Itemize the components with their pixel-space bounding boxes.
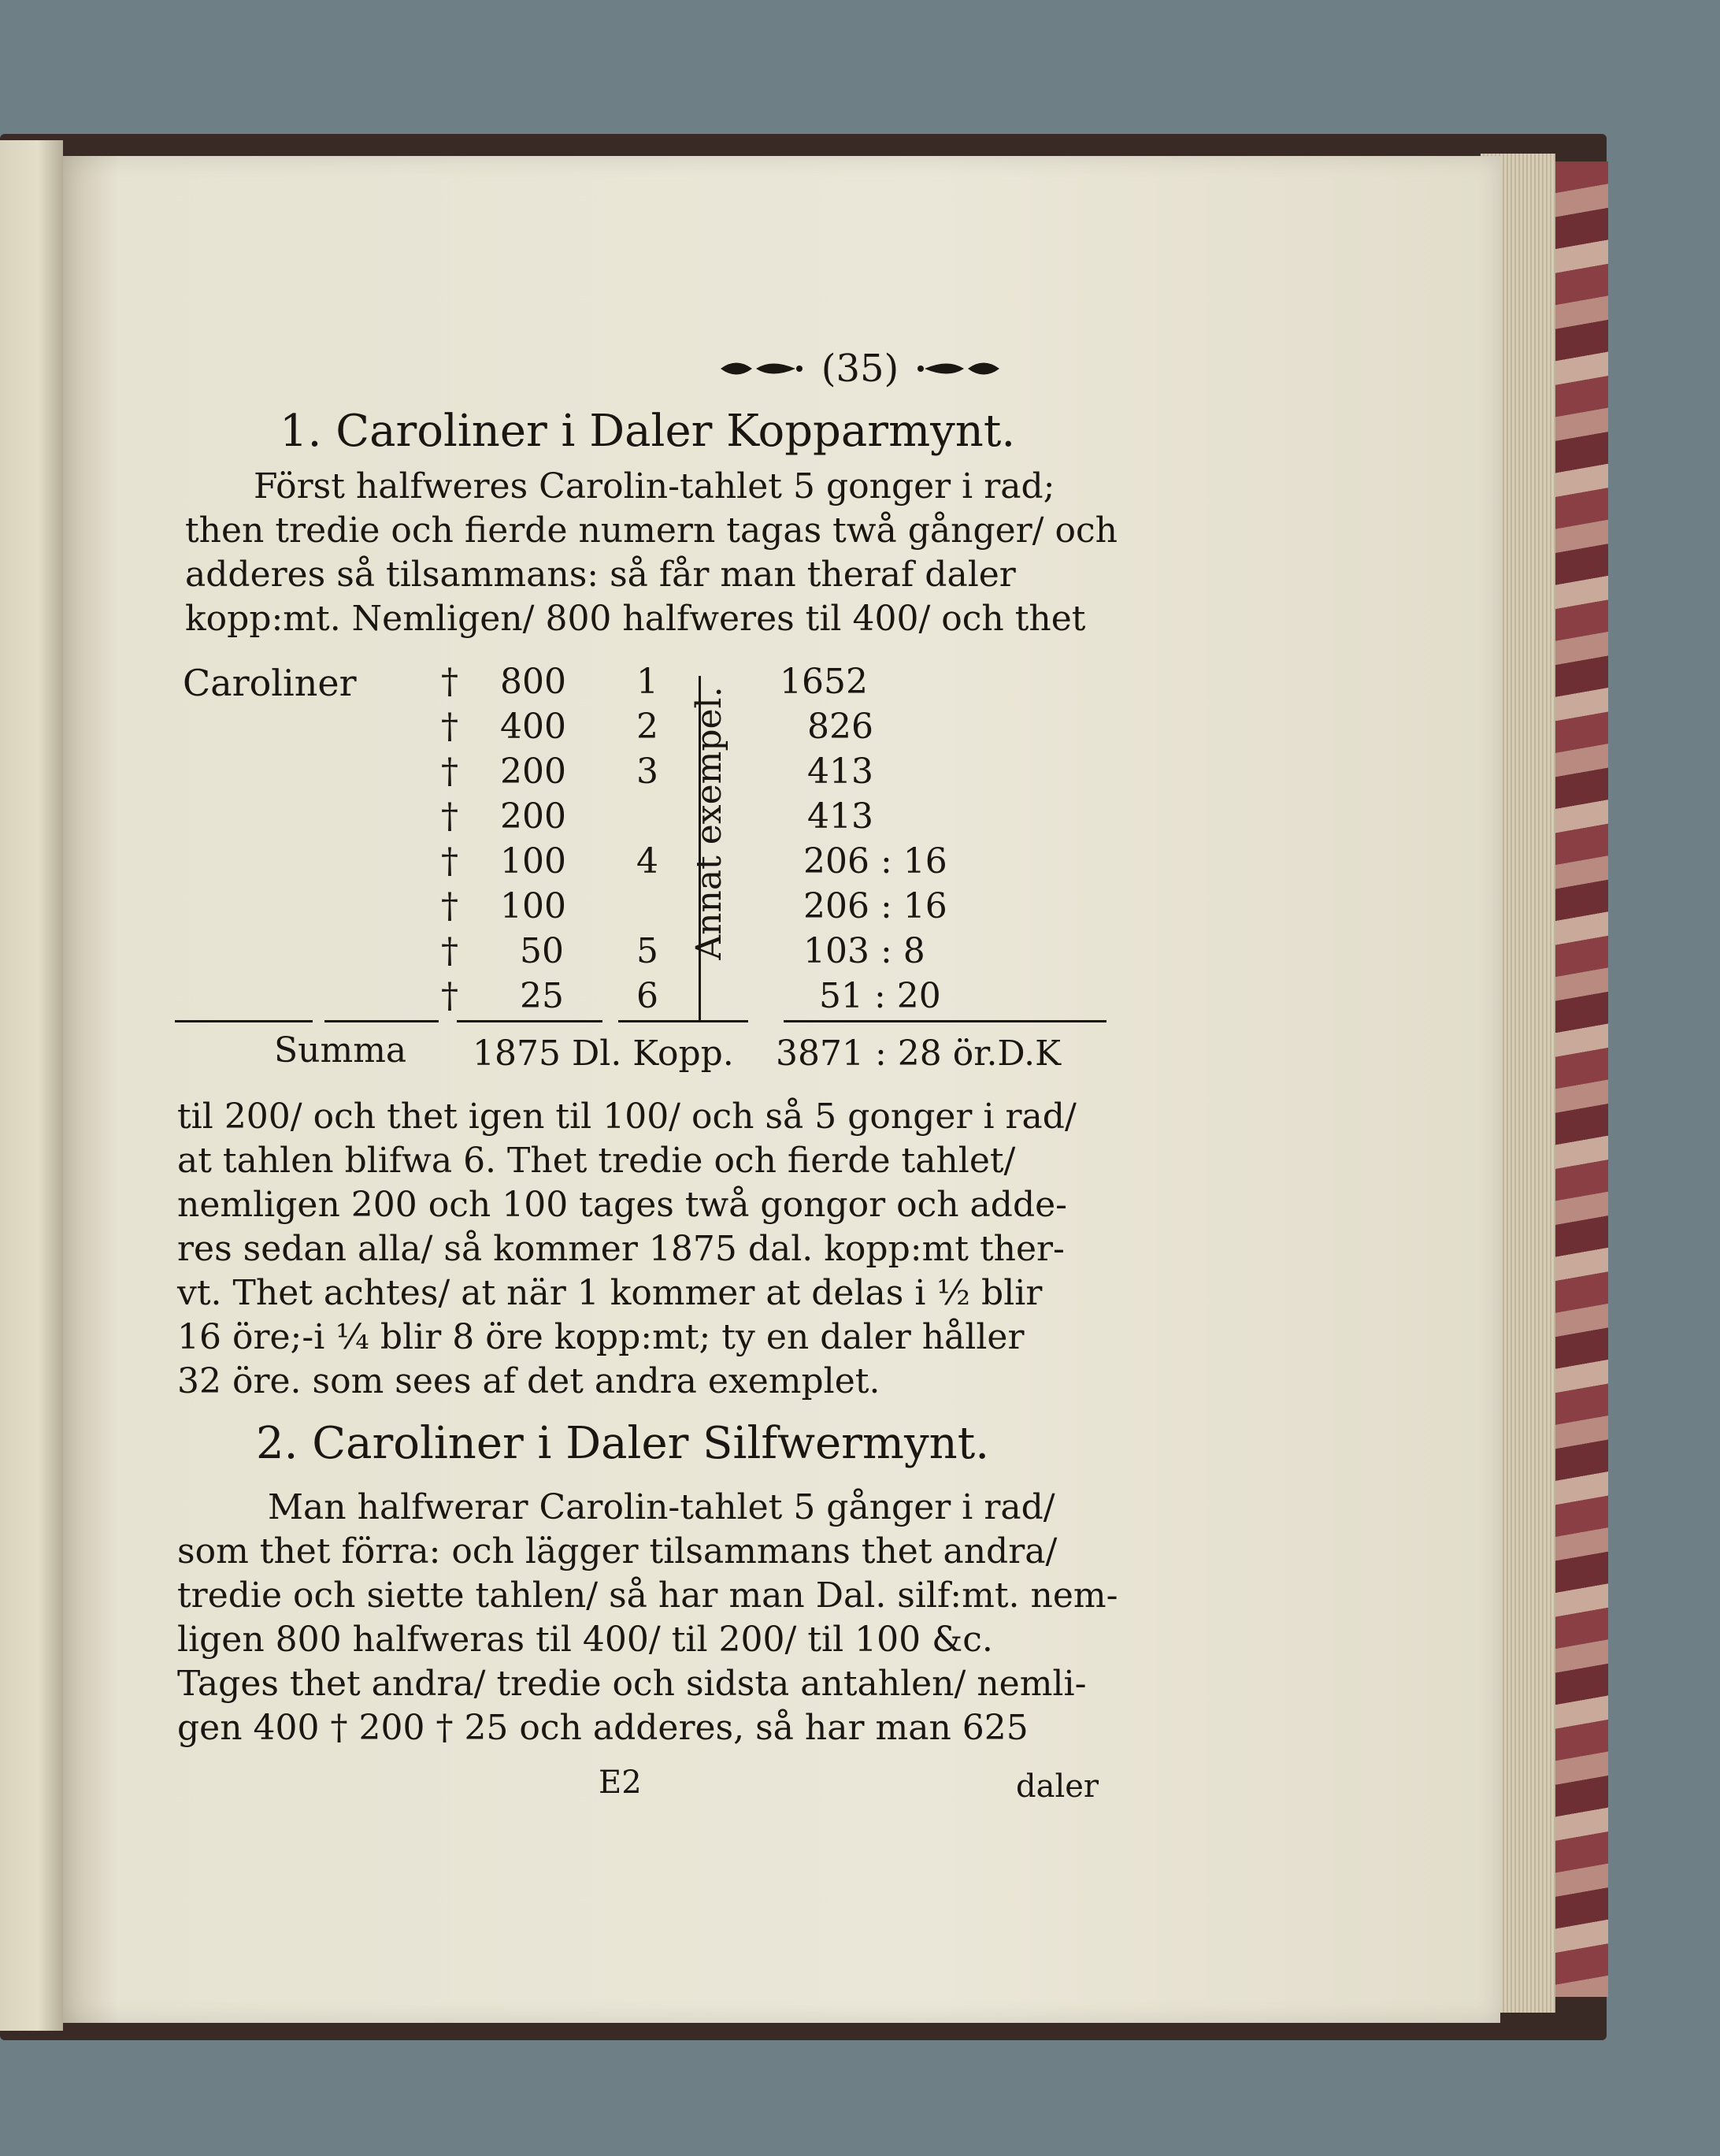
row-value: 200 xyxy=(500,796,566,837)
sum-rule xyxy=(324,1020,439,1022)
row-result: 413 xyxy=(807,751,873,792)
ornament-left-icon xyxy=(717,357,803,380)
continuation-line-1: til 200/ och thet igen til 100/ och så 5 gonger i rad/ xyxy=(177,1097,1077,1137)
cross-mark: † xyxy=(441,707,458,747)
row-value: 200 xyxy=(500,751,566,792)
row-value: 50 xyxy=(520,931,564,971)
row-index: 1 xyxy=(636,662,658,702)
cross-mark: † xyxy=(441,841,458,881)
row-index: 2 xyxy=(636,707,658,747)
section-2-line-3: tredie och siette tahlen/ så har man Dal. silf:mt. nem- xyxy=(177,1575,1118,1616)
row-value: 400 xyxy=(500,707,566,747)
marbled-edge xyxy=(1553,161,1608,1997)
summa-value: 1875 Dl. Kopp. xyxy=(473,1033,734,1074)
row-result: 1652 xyxy=(780,662,868,702)
section-1-heading: 1. Caroliner i Daler Kopparmynt. xyxy=(280,406,1016,457)
row-index: 5 xyxy=(636,931,658,971)
sum-rule xyxy=(175,1020,313,1022)
section-1-line-3: adderes så tilsammans: så får man theraf daler xyxy=(185,555,1016,595)
row-index: 3 xyxy=(636,751,658,792)
cross-mark: † xyxy=(441,751,458,792)
section-2-line-4: ligen 800 halfweras til 400/ til 200/ til 100 &c. xyxy=(177,1620,993,1660)
table-label: Caroliner xyxy=(183,662,357,704)
section-2-line-6: gen 400 † 200 † 25 och adderes, så har man 625 xyxy=(177,1708,1029,1748)
sum-rule xyxy=(457,1020,602,1022)
section-2-line-2: som thet förra: och lägger tilsammans thet andra/ xyxy=(177,1531,1058,1572)
row-value: 100 xyxy=(500,841,566,881)
cross-mark: † xyxy=(441,976,458,1016)
continuation-line-3: nemligen 200 och 100 tages twå gongor och adde- xyxy=(177,1185,1068,1225)
row-result: 51 : 20 xyxy=(819,976,941,1016)
row-index: 6 xyxy=(636,976,658,1016)
left-page xyxy=(0,140,63,2031)
section-2-line-5: Tages thet andra/ tredie och sidsta antahlen/ nemli- xyxy=(177,1664,1087,1704)
row-result: 103 : 8 xyxy=(803,931,925,971)
section-1-line-4: kopp:mt. Nemligen/ 800 halfweres til 400/ och thet xyxy=(185,599,1086,639)
section-1-line-1: Först halfweres Carolin-tahlet 5 gonger i rad; xyxy=(254,466,1055,507)
row-result: 413 xyxy=(807,796,873,837)
cross-mark: † xyxy=(441,662,458,702)
summa-label: Summa xyxy=(274,1030,407,1071)
row-index: 4 xyxy=(636,841,658,881)
cross-mark: † xyxy=(441,796,458,837)
signature-mark: E2 xyxy=(599,1765,642,1801)
continuation-line-4: res sedan alla/ så kommer 1875 dal. kopp:mt ther- xyxy=(177,1229,1065,1269)
cross-mark: † xyxy=(441,886,458,926)
row-value: 100 xyxy=(500,886,566,926)
running-head xyxy=(0,347,1720,394)
row-value: 25 xyxy=(520,976,564,1016)
row-value: 800 xyxy=(500,662,566,702)
continuation-line-7: 32 öre. som sees af det andra exemplet. xyxy=(177,1361,880,1401)
row-result: 206 : 16 xyxy=(803,841,947,881)
ornament-right-icon xyxy=(917,357,1003,380)
section-1-line-2: then tredie och fierde numern tagas twå gånger/ och xyxy=(185,510,1118,551)
continuation-line-6: 16 öre;-i ¼ blir 8 öre kopp:mt; ty en daler håller xyxy=(177,1317,1025,1357)
summa-result: 3871 : 28 ör.D.K xyxy=(776,1033,1061,1074)
continuation-line-2: at tahlen blifwa 6. Thet tredie och fierde tahlet/ xyxy=(177,1141,1016,1181)
row-result: 206 : 16 xyxy=(803,886,947,926)
cross-mark: † xyxy=(441,931,458,971)
continuation-line-5: vt. Thet achtes/ at när 1 kommer at delas i ½ blir xyxy=(177,1273,1043,1313)
sum-rule xyxy=(784,1020,1107,1022)
rotated-label: Annat exempel. xyxy=(689,686,729,960)
sum-rule xyxy=(618,1020,748,1022)
section-2-heading: 2. Caroliner i Daler Silfwermynt. xyxy=(256,1418,990,1469)
page-number: (35) xyxy=(821,347,899,391)
section-2-line-1: Man halfwerar Carolin-tahlet 5 gånger i rad/ xyxy=(268,1487,1055,1527)
row-result: 826 xyxy=(807,707,873,747)
catchword: daler xyxy=(1016,1768,1099,1805)
